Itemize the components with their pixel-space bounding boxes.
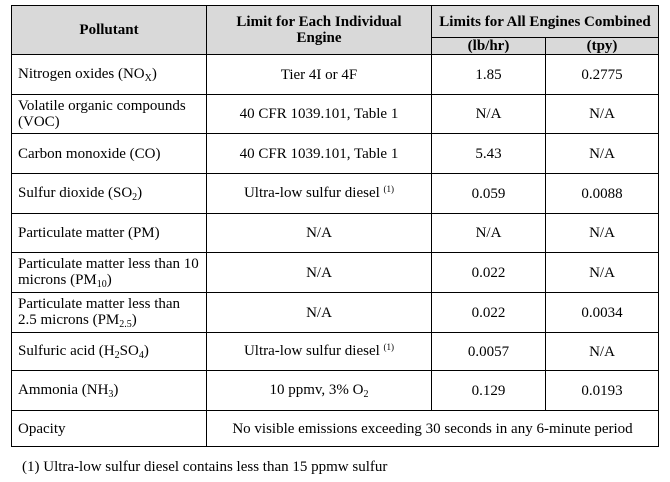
tpy-cell: 0.0193 [546, 371, 659, 411]
tpy-cell: 0.0088 [546, 174, 659, 214]
table-row [12, 253, 659, 293]
individual-limit-cell: N/A [207, 214, 432, 253]
pollutant-cell: Opacity [12, 411, 207, 447]
table-row [12, 55, 659, 95]
individual-limit-cell: 10 ppmv, 3% $O_2$ [207, 371, 432, 411]
pollutant-cell: Volatile organic compounds (VOC) [12, 95, 207, 134]
pollutant-cell: Carbon monoxide (CO) [12, 134, 207, 174]
table-row [12, 411, 659, 447]
lbhr-cell: 0.022 [432, 293, 546, 333]
table-row [12, 95, 659, 134]
tpy-cell: N/A [546, 253, 659, 293]
lbhr-cell: N/A [432, 95, 546, 134]
individual-limit-cell: N/A [207, 293, 432, 333]
pollutant-cell: Ammonia $(NH_3)$ [12, 371, 207, 411]
table-row [12, 134, 659, 174]
pollutant-cell: Particulate matter less than 10 microns $(PM_{10})$ [12, 253, 207, 293]
lbhr-cell: 1.85 [432, 55, 546, 95]
individual-limit-cell: Ultra-low sulfur diesel $^{(1)}$ [207, 333, 432, 371]
header-individual-limit: Limit for Each Individual Engine [207, 6, 432, 55]
lbhr-cell: 0.129 [432, 371, 546, 411]
header-pollutant: Pollutant [12, 6, 207, 55]
individual-limit-cell: Tier 4I or 4F [207, 55, 432, 95]
lbhr-cell: 5.43 [432, 134, 546, 174]
emission-limits-table [11, 5, 659, 447]
tpy-cell: N/A [546, 95, 659, 134]
header-lbhr: (lb/hr) [432, 38, 546, 55]
tpy-cell: 0.0034 [546, 293, 659, 333]
tpy-cell: N/A [546, 134, 659, 174]
individual-limit-cell: 40 CFR 1039.101, Table 1 [207, 134, 432, 174]
lbhr-cell: 0.022 [432, 253, 546, 293]
lbhr-cell: 0.0057 [432, 333, 546, 371]
individual-limit-cell: Ultra-low sulfur diesel $^{(1)}$ [207, 174, 432, 214]
pollutant-cell: Particulate matter (PM) [12, 214, 207, 253]
header-tpy: (tpy) [546, 38, 659, 55]
pollutant-cell: Sulfur dioxide $(SO_2)$ [12, 174, 207, 214]
header-row [12, 6, 659, 38]
tpy-cell: N/A [546, 214, 659, 253]
tpy-cell: 0.2775 [546, 55, 659, 95]
pollutant-cell: Nitrogen oxides $(NO_X)$ [12, 55, 207, 95]
table-row [12, 293, 659, 333]
tpy-cell: N/A [546, 333, 659, 371]
table-row [12, 214, 659, 253]
table-row [12, 333, 659, 371]
table-row [12, 371, 659, 411]
lbhr-cell: N/A [432, 214, 546, 253]
table-row [12, 174, 659, 214]
individual-limit-cell: 40 CFR 1039.101, Table 1 [207, 95, 432, 134]
header-combined-limits: Limits for All Engines Combined [432, 6, 659, 38]
lbhr-cell: 0.059 [432, 174, 546, 214]
footnote: (1) Ultra-low sulfur diesel contains less than 15 ppmw sulfur [22, 459, 388, 475]
pollutant-cell: Sulfuric acid $(H_2SO_4)$ [12, 333, 207, 371]
opacity-limit-cell: No visible emissions exceeding 30 seconds in any 6-minute period [207, 411, 659, 447]
individual-limit-cell: N/A [207, 253, 432, 293]
pollutant-cell: Particulate matter less than 2.5 microns $(PM_{2.5})$ [12, 293, 207, 333]
